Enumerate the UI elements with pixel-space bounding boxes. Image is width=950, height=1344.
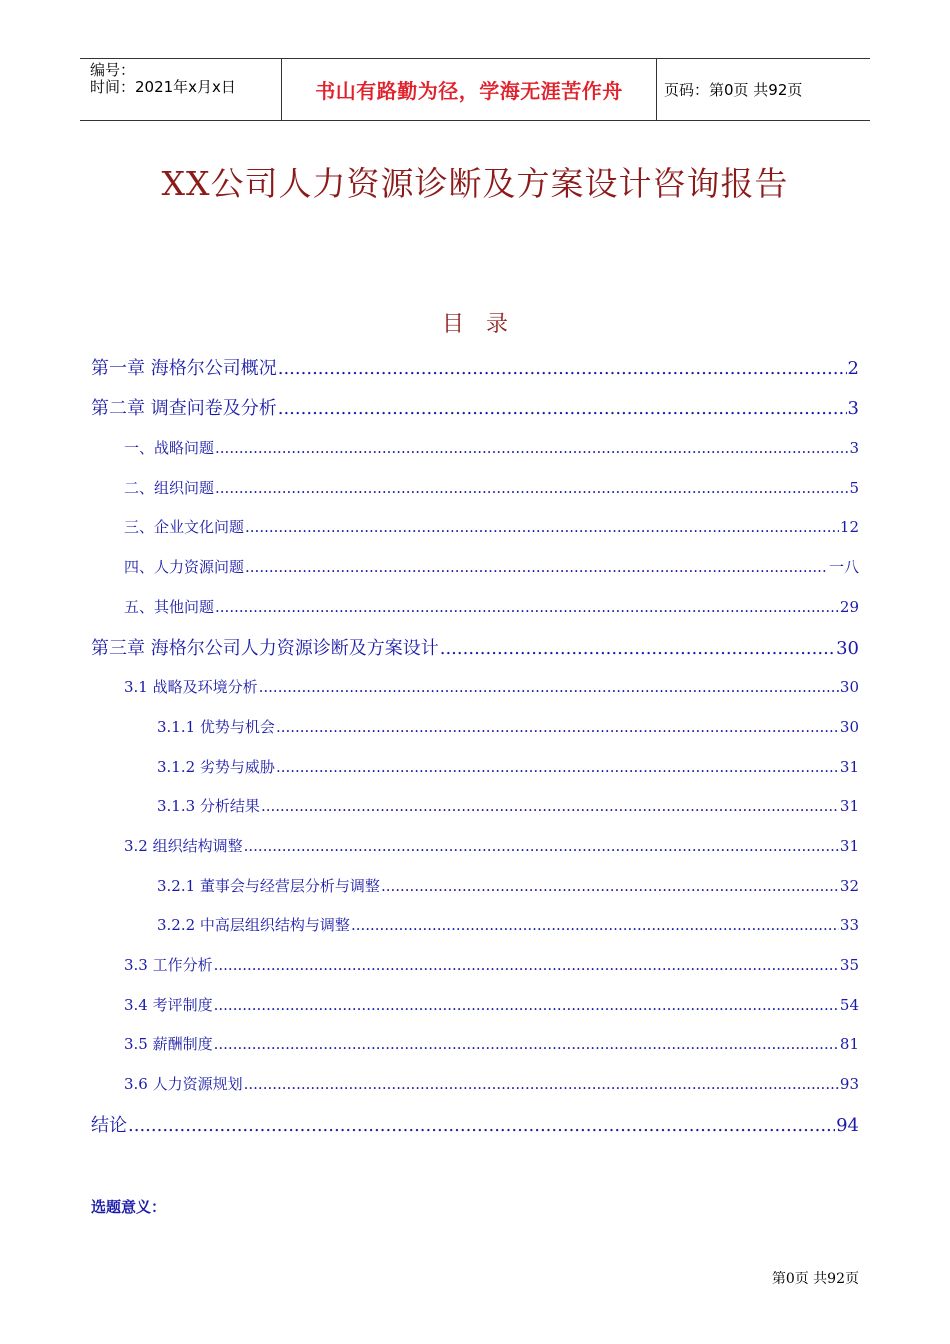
toc-entry-label: 第二章 调查问卷及分析 [91,398,277,419]
toc-entry[interactable] [124,1073,859,1094]
toc-entry-label: 四、人力资源问题 [124,558,245,576]
header-meta [80,59,280,120]
toc-leader [278,358,847,379]
toc-entry-page: 29 [839,598,859,616]
toc-entry-page: 32 [839,877,859,895]
toc-leader [244,1075,839,1093]
toc-entry[interactable] [91,1111,859,1137]
toc-leader [276,758,839,776]
toc-leader [214,996,839,1014]
toc-entry-label: 3.1.2 劣势与威胁 [157,758,275,776]
toc-entry[interactable] [124,596,859,617]
topic-significance-heading: 选题意义： [91,1198,167,1216]
toc-entry-page: 30 [836,638,859,659]
toc-leader [245,558,828,576]
header-page-label: 页码：第0页 共92页 [664,81,803,99]
toc-leader [276,718,839,736]
document-title: XX公司人力资源诊断及方案设计咨询报告 [161,164,789,203]
toc-entry-page: 一八 [828,558,859,576]
toc-entry-page: 54 [839,996,859,1014]
toc-entry-page: 94 [836,1115,859,1136]
toc-entry[interactable] [157,716,859,737]
toc-entry[interactable] [124,1033,859,1054]
toc-entry-page: 5 [849,479,859,497]
toc-entry[interactable] [124,954,859,975]
toc-entry[interactable] [124,516,859,537]
toc-entry[interactable] [91,394,859,420]
toc-entry-page: 31 [839,797,859,815]
toc-entry[interactable] [124,477,859,498]
toc-entry-page: 30 [839,718,859,736]
document-header [80,58,870,121]
toc-entry[interactable] [91,634,859,660]
toc-leader [215,598,839,616]
toc-entry-page: 33 [839,916,859,934]
toc-leader [215,479,848,497]
toc-entry-page: 31 [839,837,859,855]
toc-entry-label: 3.2 组织结构调整 [124,837,243,855]
toc-leader [278,398,847,419]
toc-entry-label: 一、战略问题 [124,439,215,457]
toc-entry-label: 三、企业文化问题 [124,518,245,536]
toc-entry[interactable] [124,676,859,697]
toc-entry-label: 第一章 海格尔公司概况 [91,358,277,379]
toc-leader [214,956,839,974]
toc-entry-page: 3 [847,398,859,419]
toc-entry-label: 结论 [91,1115,127,1136]
toc-entry[interactable] [157,795,859,816]
toc-entry-label: 3.4 考评制度 [124,996,213,1014]
toc-entry-label: 3.1.1 优势与机会 [157,718,275,736]
toc-entry-label: 二、组织问题 [124,479,215,497]
toc-leader [259,678,839,696]
toc-entry[interactable] [124,994,859,1015]
header-page-cell [656,59,870,120]
toc-entry-page: 81 [839,1035,859,1053]
toc-entry[interactable] [91,354,859,380]
toc-entry[interactable] [157,756,859,777]
toc-leader [245,518,839,536]
page-footer: 第0页 共92页 [771,1271,859,1287]
toc-entry[interactable] [124,556,859,577]
toc-entry-label: 3.2.2 中高层组织结构与调整 [157,916,350,934]
toc-entry-page: 2 [847,358,859,379]
toc-entry-page: 31 [839,758,859,776]
toc-entry-page: 12 [839,518,859,536]
toc-entry[interactable] [157,875,859,896]
toc-heading: 目录 [441,312,530,337]
code-label: 编号： [90,61,136,79]
toc-entry[interactable] [124,437,859,458]
toc-entry-label: 3.2.1 董事会与经营层分析与调整 [157,877,380,895]
header-motto-cell [281,59,657,120]
toc-entry-page: 93 [839,1075,859,1093]
toc-entry-label: 3.1.3 分析结果 [157,797,260,815]
toc-leader [215,439,848,457]
date-label: 时间：2021年x月x日 [90,78,236,96]
toc-entry-label: 五、其他问题 [124,598,215,616]
toc-entry[interactable] [124,835,859,856]
toc-entry-label: 3.3 工作分析 [124,956,213,974]
header-motto: 书山有路勤为径，学海无涯苦作舟 [315,79,623,103]
toc-leader [440,638,835,659]
toc-leader [261,797,839,815]
toc-entry-label: 第三章 海格尔公司人力资源诊断及方案设计 [91,638,439,659]
toc-entry-page: 35 [839,956,859,974]
toc-entry-page: 30 [839,678,859,696]
toc-leader [128,1115,835,1136]
toc-leader [351,916,839,934]
toc-entry-label: 3.6 人力资源规划 [124,1075,243,1093]
toc-entry[interactable] [157,914,859,935]
toc-entry-label: 3.1 战略及环境分析 [124,678,258,696]
toc-leader [244,837,839,855]
toc-leader [381,877,839,895]
toc-entry-page: 3 [849,439,859,457]
toc-entry-label: 3.5 薪酬制度 [124,1035,213,1053]
toc-leader [214,1035,839,1053]
